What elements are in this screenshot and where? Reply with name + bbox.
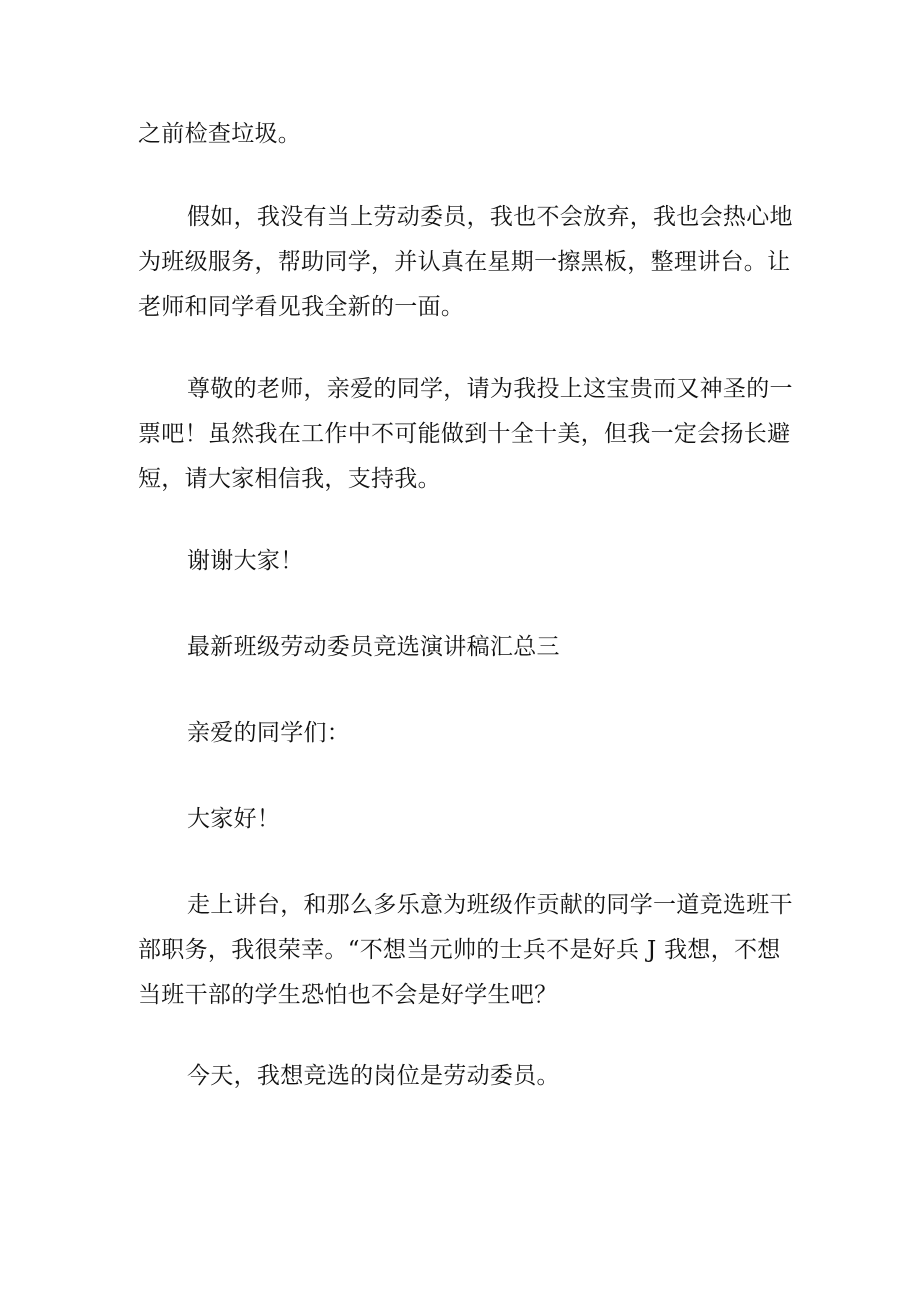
text-line: 走上讲台，和那么多乐意为班级作贡献的同学一道竞选班干 [187, 892, 793, 918]
paragraph-vote-request [138, 367, 793, 502]
section-heading [138, 625, 788, 670]
text-line: 亲爱的同学们： [187, 720, 351, 746]
paragraph-position [138, 1054, 788, 1099]
paragraph-salutation [138, 711, 788, 756]
text-line: 假如，我没有当上劳动委员，我也不会放弃，我也会热心地 [187, 204, 793, 230]
text-line: 之前检查垃圾。 [138, 121, 302, 147]
text-line: 尊敬的老师，亲爱的同学，请为我投上这宝贵而又神圣的一 [187, 376, 793, 402]
text-line: 今天，我想竞选的岗位是劳动委员。 [187, 1063, 560, 1089]
text-line: 当班干部的学生恐怕也不会是好学生吧？ [138, 982, 558, 1008]
text-line: 为班级服务，帮助同学，并认真在星期一擦黑板，整理讲台。让 [138, 249, 791, 275]
paragraph-if-not-elected [138, 195, 793, 330]
text-line: 票吧！虽然我在工作中不可能做到十全十美，但我一定会扬长避 [138, 421, 791, 447]
text-line: 最新班级劳动委员竞选演讲稿汇总三 [187, 634, 560, 660]
paragraph-thanks [138, 539, 788, 584]
paragraph-continuation [138, 112, 788, 157]
paragraph-introduction [138, 883, 793, 1018]
text-line: 老师和同学看见我全新的一面。 [138, 294, 465, 320]
text-line: 部职务，我很荣幸。“不想当元帅的士兵不是好兵 J 我想，不想 [138, 937, 781, 963]
text-line: 大家好！ [187, 806, 281, 832]
text-line: 谢谢大家！ [187, 548, 304, 574]
paragraph-greeting [138, 797, 788, 842]
text-line: 短，请大家相信我，支持我。 [138, 466, 441, 492]
